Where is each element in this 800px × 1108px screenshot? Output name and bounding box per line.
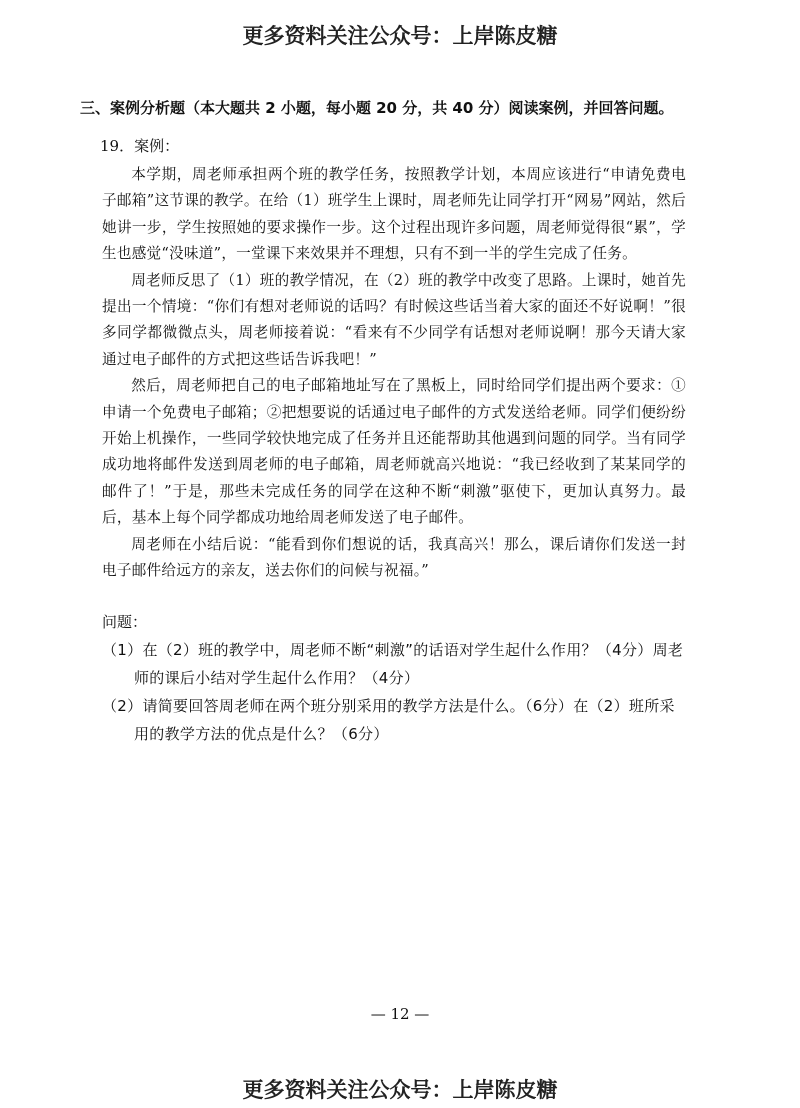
page-number: — 12 — — [370, 1005, 430, 1023]
section-heading: 三、案例分析题（本大题共 2 小题，每小题 20 分，共 40 分）阅读案例，并回答问题。 — [80, 99, 674, 117]
questions-label: 问题： — [102, 613, 148, 631]
watermark-footer: 更多资料关注公众号：上岸陈皮糖 — [242, 1078, 558, 1102]
case-paragraph: 本学期，周老师承担两个班的教学任务，按照教学计划，本周应该进行“申请免费电子邮箱”这节课的教学。在给（1）班学生上课时，周老师先让同学打开“网易”网站，然后她讲一步，学生按照她的要求操作一步。这个过程出现许多问题，周老师觉得很“累”，学生也感觉“没味道”，一堂课下来效果并不理想，只有不到一半的学生完成了任务。 — [102, 166, 686, 263]
question-item: （2）请简要回答周老师在两个班分别采用的教学方法是什么。（6分）在（2）班所采用的教学方法的优点是什么？（6分） — [102, 697, 675, 743]
watermark-header: 更多资料关注公众号：上岸陈皮糖 — [242, 24, 558, 48]
case-paragraph: 周老师反思了（1）班的教学情况，在（2）班的教学中改变了思路。上课时，她首先提出一个情境：“你们有想对老师说的话吗？有时候这些话当着大家的面还不好说啊！”很多同学都微微点头，周老师接着说：“看来有不少同学有话想对老师说啊！那今天请大家通过电子邮件的方式把这些话告诉我吧！” — [102, 271, 686, 368]
question-item: （1）在（2）班的教学中，周老师不断“刺激”的话语对学生起什么作用？（4分）周老师的课后小结对学生起什么作用？（4分） — [102, 641, 684, 687]
case-body — [102, 162, 686, 585]
case-label: 19．案例： — [100, 137, 180, 155]
case-paragraph: 周老师在小结后说：“能看到你们想说的话，我真高兴！那么，课后请你们发送一封电子邮件给远方的亲友，送去你们的问候与祝福。” — [102, 535, 686, 580]
case-paragraph: 然后，周老师把自己的电子邮箱地址写在了黑板上，同时给同学们提出两个要求：①申请一个免费电子邮箱；②把想要说的话通过电子邮件的方式发送给老师。同学们便纷纷开始上机操作，一些同学较快地完成了任务并且还能帮助其他遇到问题的同学。当有同学成功地将邮件发送到周老师的电子邮箱，周老师就高兴地说：“我已经收到了某某同学的邮件了！”于是，那些未完成任务的同学在这种不断“刺激”驱使下，更加认真努力。最后，基本上每个同学都成功地给周老师发送了电子邮件。 — [102, 377, 686, 527]
